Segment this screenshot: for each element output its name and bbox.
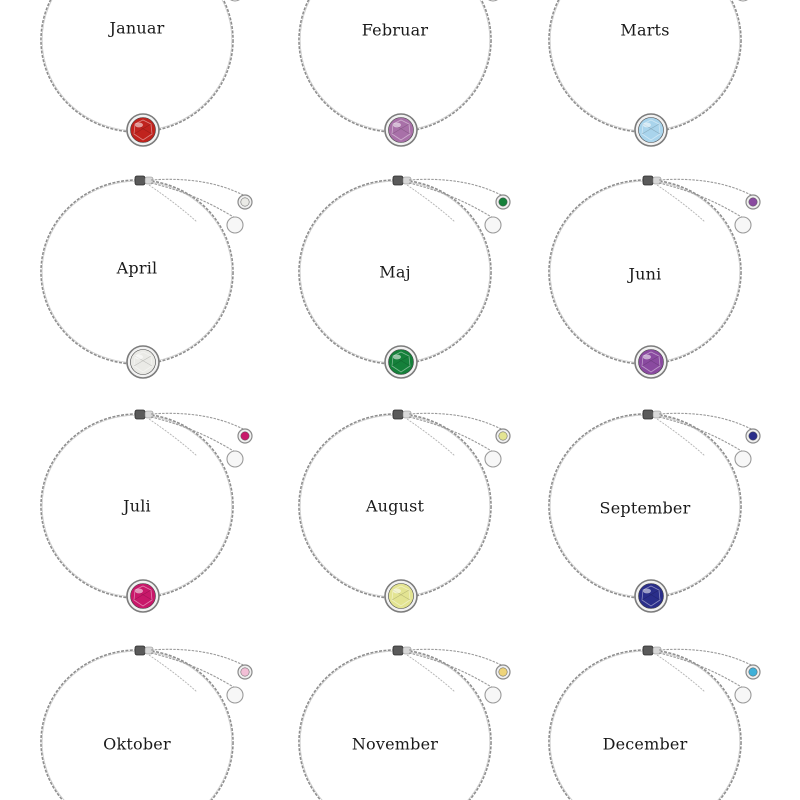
chain-loop xyxy=(299,650,491,800)
month-label: November xyxy=(351,734,439,754)
chain-ends xyxy=(149,179,245,222)
charm-stone-icon xyxy=(496,429,510,443)
slider-bead xyxy=(135,176,153,185)
charm-disc-icon xyxy=(485,0,501,1)
chain-loop xyxy=(41,0,233,132)
slider-bead xyxy=(135,410,153,419)
month-label: Juni xyxy=(628,264,662,284)
chain-loop xyxy=(549,414,741,598)
chain-loop xyxy=(549,650,741,800)
month-label: August xyxy=(365,496,425,516)
chain-loop xyxy=(299,414,491,598)
slider-bead xyxy=(643,410,661,419)
charm-disc-icon xyxy=(735,217,751,233)
month-label: Marts xyxy=(620,20,670,40)
charm-disc-icon xyxy=(227,451,243,467)
birthstone-icon xyxy=(127,346,159,378)
charm-disc-icon xyxy=(485,451,501,467)
month-label: April xyxy=(116,258,158,278)
charm-stone-icon xyxy=(746,195,760,209)
chain-ends xyxy=(657,649,753,692)
chain-loop xyxy=(549,180,741,364)
month-label: Februar xyxy=(361,20,429,40)
month-label: Maj xyxy=(379,262,411,282)
chain-ends xyxy=(149,413,245,456)
charm-disc-icon xyxy=(227,0,243,1)
birthstone-icon xyxy=(635,580,667,612)
charm-disc-icon xyxy=(485,687,501,703)
birthstone-icon xyxy=(635,114,667,146)
slider-bead xyxy=(393,410,411,419)
chain-loop xyxy=(41,180,233,364)
chain-ends xyxy=(407,649,503,692)
chain-ends xyxy=(407,179,503,222)
slider-bead xyxy=(393,646,411,655)
charm-disc-icon xyxy=(227,687,243,703)
slider-bead xyxy=(643,176,661,185)
month-label: December xyxy=(602,734,688,754)
birthstone-icon xyxy=(635,346,667,378)
charm-stone-icon xyxy=(496,195,510,209)
charm-stone-icon xyxy=(238,665,252,679)
charm-stone-icon xyxy=(238,195,252,209)
charm-stone-icon xyxy=(746,429,760,443)
charm-disc-icon xyxy=(485,217,501,233)
birthstone-icon xyxy=(127,114,159,146)
birthstone-icon xyxy=(385,114,417,146)
charm-stone-icon xyxy=(746,665,760,679)
month-label: Oktober xyxy=(103,734,171,754)
slider-bead xyxy=(643,646,661,655)
charm-disc-icon xyxy=(735,687,751,703)
charm-disc-icon xyxy=(735,0,751,1)
slider-bead xyxy=(393,176,411,185)
charm-disc-icon xyxy=(735,451,751,467)
month-label: September xyxy=(599,498,691,518)
chain-ends xyxy=(657,413,753,456)
charm-stone-icon xyxy=(496,665,510,679)
charm-disc-icon xyxy=(227,217,243,233)
birthstone-icon xyxy=(385,346,417,378)
month-label: Juli xyxy=(123,496,151,516)
slider-bead xyxy=(135,646,153,655)
chain-loop xyxy=(549,0,741,132)
birthstone-icon xyxy=(127,580,159,612)
chain-loop xyxy=(41,650,233,800)
chain-ends xyxy=(407,413,503,456)
chain-loop xyxy=(41,414,233,598)
chain-loop xyxy=(299,180,491,364)
chain-ends xyxy=(657,179,753,222)
chain-ends xyxy=(149,649,245,692)
month-label: Januar xyxy=(109,18,165,38)
birthstone-icon xyxy=(385,580,417,612)
charm-stone-icon xyxy=(238,429,252,443)
chain-loop xyxy=(299,0,491,132)
